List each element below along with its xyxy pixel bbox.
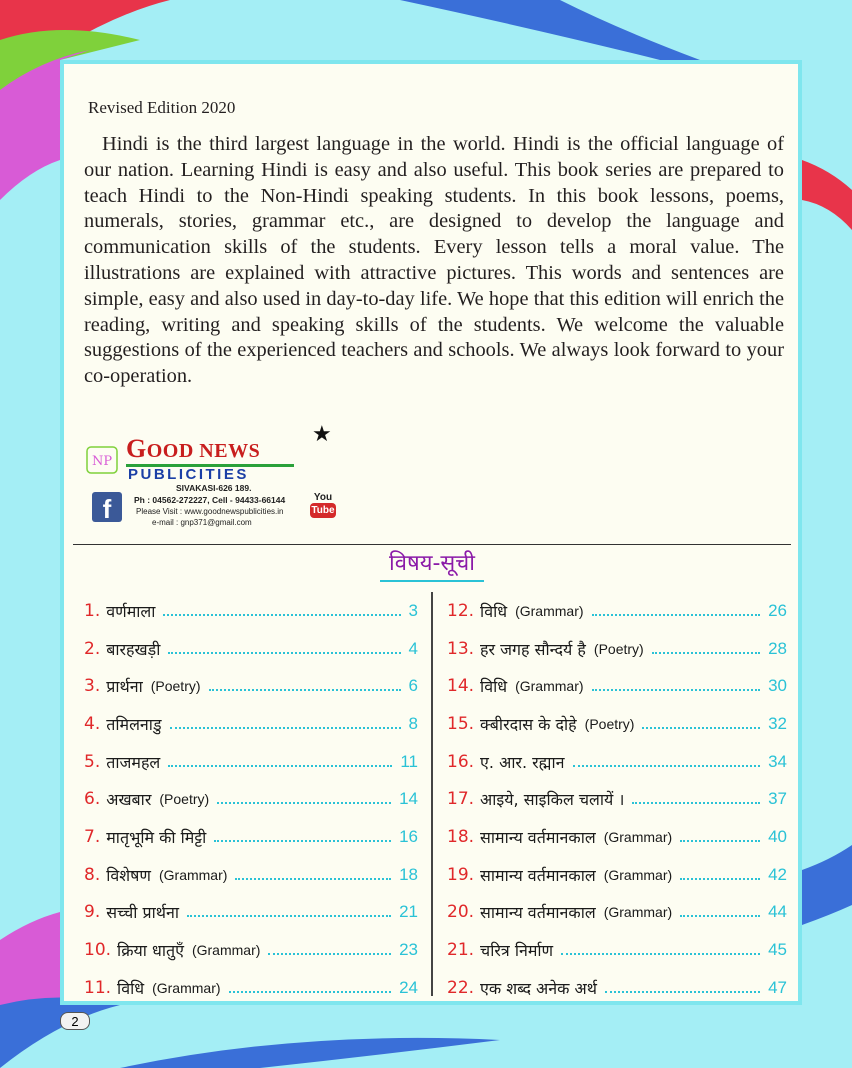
toc-entry-page: 23 — [399, 940, 418, 960]
toc-leader-dots — [214, 840, 391, 842]
toc-entry-title: अखबार — [106, 790, 152, 810]
page-number: 2 — [60, 1012, 90, 1030]
toc-leader-dots — [573, 765, 761, 767]
toc-entry-tag: (Grammar) — [515, 602, 584, 619]
toc-entry-title: विधि — [480, 677, 508, 697]
toc-entry-page: 37 — [768, 789, 787, 809]
toc-entry-number: 6. — [84, 789, 101, 810]
youtube-you-label: You — [313, 492, 333, 503]
toc-entry-number: 12. — [447, 600, 475, 621]
toc-entry-page: 40 — [768, 826, 787, 846]
edition-label: Revised Edition 2020 — [88, 98, 236, 117]
toc-right-column — [447, 592, 787, 1007]
toc-entry-number: 20. — [447, 902, 475, 923]
toc-entry — [84, 592, 418, 630]
toc-entry-tag: (Grammar) — [158, 866, 228, 883]
toc-entry-page: 45 — [768, 940, 787, 960]
toc-entry-number: 11. — [84, 977, 112, 998]
toc-entry-number: 3. — [84, 676, 101, 697]
toc-entry-number: 2. — [84, 638, 101, 659]
toc-entry — [447, 743, 787, 781]
toc-leader-dots — [168, 765, 392, 767]
toc-entry-page: 28 — [768, 638, 787, 658]
publisher-subtitle: PUBLICITIES — [128, 466, 249, 483]
toc-entry-number: 16. — [447, 751, 475, 772]
toc-entry-number: 15. — [447, 713, 475, 734]
toc-title: विषय-सूची — [380, 548, 484, 582]
toc-entry-number: 9. — [84, 902, 101, 923]
toc-entry-page: 24 — [399, 977, 418, 997]
toc-entry-tag: (Poetry) — [150, 678, 201, 695]
toc-entry-number: 19. — [447, 864, 475, 885]
toc-entry-tag: (Grammar) — [603, 866, 673, 883]
toc-entry-number: 1. — [84, 600, 101, 621]
toc-entry-page: 8 — [408, 713, 418, 733]
toc-entry — [84, 630, 418, 668]
toc-entry-title: सामान्य वर्तमानकाल — [480, 903, 596, 923]
toc-entry — [447, 894, 787, 932]
toc-entry-number: 22. — [447, 977, 475, 998]
toc-entry-page: 18 — [399, 864, 418, 884]
toc-entry-title: तमिलनाडु — [106, 714, 162, 734]
toc-entry-title: विशेषण — [106, 865, 151, 885]
toc-leader-dots — [217, 802, 391, 804]
youtube-icon — [310, 492, 336, 522]
toc-leader-dots — [235, 878, 391, 880]
toc-leader-dots — [229, 991, 392, 993]
toc-entry — [84, 705, 418, 743]
toc-entry-title: वर्णमाला — [106, 601, 156, 621]
toc-entry-number: 10. — [84, 940, 112, 961]
toc-entry-tag: (Poetry) — [584, 715, 635, 732]
toc-leader-dots — [163, 614, 400, 616]
toc-entry-title: प्रार्थना — [106, 677, 143, 697]
np-monogram-icon — [86, 446, 118, 474]
toc-entry-number: 14. — [447, 676, 475, 697]
publisher-phone: Ph : 04562-272227, Cell - 94433-66144 — [134, 495, 286, 505]
toc-entry — [84, 780, 418, 818]
toc-entry-page: 11 — [400, 751, 418, 771]
column-divider — [431, 592, 433, 996]
toc-entry — [84, 818, 418, 856]
toc-leader-dots — [605, 991, 760, 993]
toc-entry-title: ताजमहल — [106, 752, 161, 772]
section-rule — [73, 544, 791, 545]
toc-entry — [84, 931, 418, 969]
toc-entry-title: चरित्र निर्माण — [480, 941, 554, 961]
toc-entry — [447, 630, 787, 668]
toc-entry-number: 5. — [84, 751, 101, 772]
publisher-email: e-mail : gnp371@gmail.com — [152, 518, 252, 527]
toc-leader-dots — [642, 727, 760, 729]
toc-leader-dots — [652, 652, 760, 654]
toc-entry — [447, 592, 787, 630]
toc-entry-page: 26 — [768, 600, 787, 620]
toc-entry-title: हर जगह सौन्दर्य है — [480, 639, 586, 659]
toc-entry-page: 4 — [408, 638, 418, 658]
toc-entry-number: 7. — [84, 826, 101, 847]
toc-entry-page: 44 — [768, 902, 787, 922]
toc-entry — [447, 818, 787, 856]
publisher-website: Please Visit : www.goodnewspublicities.in — [136, 507, 284, 516]
toc-entry-page: 3 — [408, 600, 418, 620]
toc-leader-dots — [561, 953, 760, 955]
toc-entry-page: 21 — [399, 902, 418, 922]
toc-entry-title: मातृभूमि की मिट्टी — [106, 827, 207, 847]
toc-entry-number: 4. — [84, 713, 101, 734]
publisher-address: SIVAKASI-626 189. — [176, 483, 252, 493]
toc-entry-number: 21. — [447, 940, 475, 961]
toc-entry — [447, 705, 787, 743]
toc-entry-title: क्बीरदास के दोहे — [480, 714, 577, 734]
toc-entry-tag: (Poetry) — [159, 791, 210, 808]
publisher-logo — [86, 422, 386, 536]
toc-entry — [447, 931, 787, 969]
svg-text:NP: NP — [91, 454, 113, 469]
toc-entry-page: 30 — [768, 676, 787, 696]
toc-entry-title: बारहखड़ी — [106, 639, 161, 659]
toc-entry — [447, 969, 787, 1007]
toc-entry — [447, 780, 787, 818]
toc-entry-tag: (Grammar) — [515, 678, 584, 695]
toc-entry-title: आइये, साइकिल चलायें । — [480, 790, 625, 810]
toc-leader-dots — [680, 878, 760, 880]
star-icon: ★ — [312, 422, 332, 447]
toc-entry-page: 34 — [768, 751, 787, 771]
toc-entry-tag: (Grammar) — [191, 942, 261, 959]
toc-entry — [84, 894, 418, 932]
toc-leader-dots — [632, 802, 760, 804]
toc-entry-page: 42 — [768, 864, 787, 884]
toc-entry-title: सामान्य वर्तमानकाल — [480, 865, 596, 885]
toc-entry-title: सामान्य वर्तमानकाल — [480, 827, 596, 847]
toc-leader-dots — [187, 915, 391, 917]
toc-entry-title: विधि — [117, 978, 145, 998]
toc-entry-number: 8. — [84, 864, 101, 885]
toc-entry-title: क्रिया धातुएँ — [117, 941, 184, 961]
toc-entry-tag: (Grammar) — [152, 979, 221, 996]
toc-entry — [447, 856, 787, 894]
toc-entry — [447, 667, 787, 705]
toc-entry-page: 16 — [399, 826, 418, 846]
toc-leader-dots — [592, 614, 761, 616]
toc-leader-dots — [170, 727, 401, 729]
toc-leader-dots — [592, 689, 761, 691]
toc-entry-title: सच्ची प्रार्थना — [106, 903, 179, 923]
toc-entry-number: 17. — [447, 789, 475, 810]
toc-entry-tag: (Grammar) — [603, 828, 673, 845]
toc-entry — [84, 856, 418, 894]
toc-entry — [84, 667, 418, 705]
toc-left-column — [84, 592, 418, 1007]
publisher-name: GOOD NEWS — [126, 434, 261, 463]
toc-entry-page: 47 — [768, 977, 787, 997]
toc-entry-tag: (Poetry) — [593, 640, 644, 657]
toc-entry-title: ए. आर. रह्मान — [480, 752, 565, 772]
toc-entry-page: 6 — [408, 676, 418, 696]
toc-entry-tag: (Grammar) — [603, 904, 673, 921]
youtube-tube-label: Tube — [311, 505, 335, 516]
facebook-icon: f — [92, 492, 122, 522]
toc-entry — [84, 969, 418, 1007]
toc-entry-number: 13. — [447, 638, 475, 659]
toc-entry — [84, 743, 418, 781]
toc-entry-title: एक शब्द अनेक अर्थ — [480, 978, 597, 998]
toc-entry-page: 14 — [399, 789, 418, 809]
toc-leader-dots — [680, 840, 760, 842]
toc-entry-page: 32 — [768, 713, 787, 733]
toc-leader-dots — [209, 689, 401, 691]
toc-leader-dots — [168, 652, 400, 654]
toc-entry-title: विधि — [480, 601, 508, 621]
preface-text: Hindi is the third largest language in the world. Hindi is the official language of our nation. Learning Hindi is easy and also useful. This book series are prepared to teach Hindi to the Non-Hindi speaking students. In this book lessons, poems, numerals, stories, grammar etc., are designed to develop the language and communication skills of the students. Every lesson tells a moral value. The illustrations are explained with attractive pictures. This words and sentences are simple, easy and also used in day-to-day life. We hope that this edition will enrich the reading, writing and speaking skills of the students. We welcome the valuable suggestions of the experienced teachers and schools. We always look forward to your co-operation. — [84, 133, 784, 388]
toc-leader-dots — [268, 953, 391, 955]
toc-entry-number: 18. — [447, 826, 475, 847]
toc-leader-dots — [680, 915, 760, 917]
